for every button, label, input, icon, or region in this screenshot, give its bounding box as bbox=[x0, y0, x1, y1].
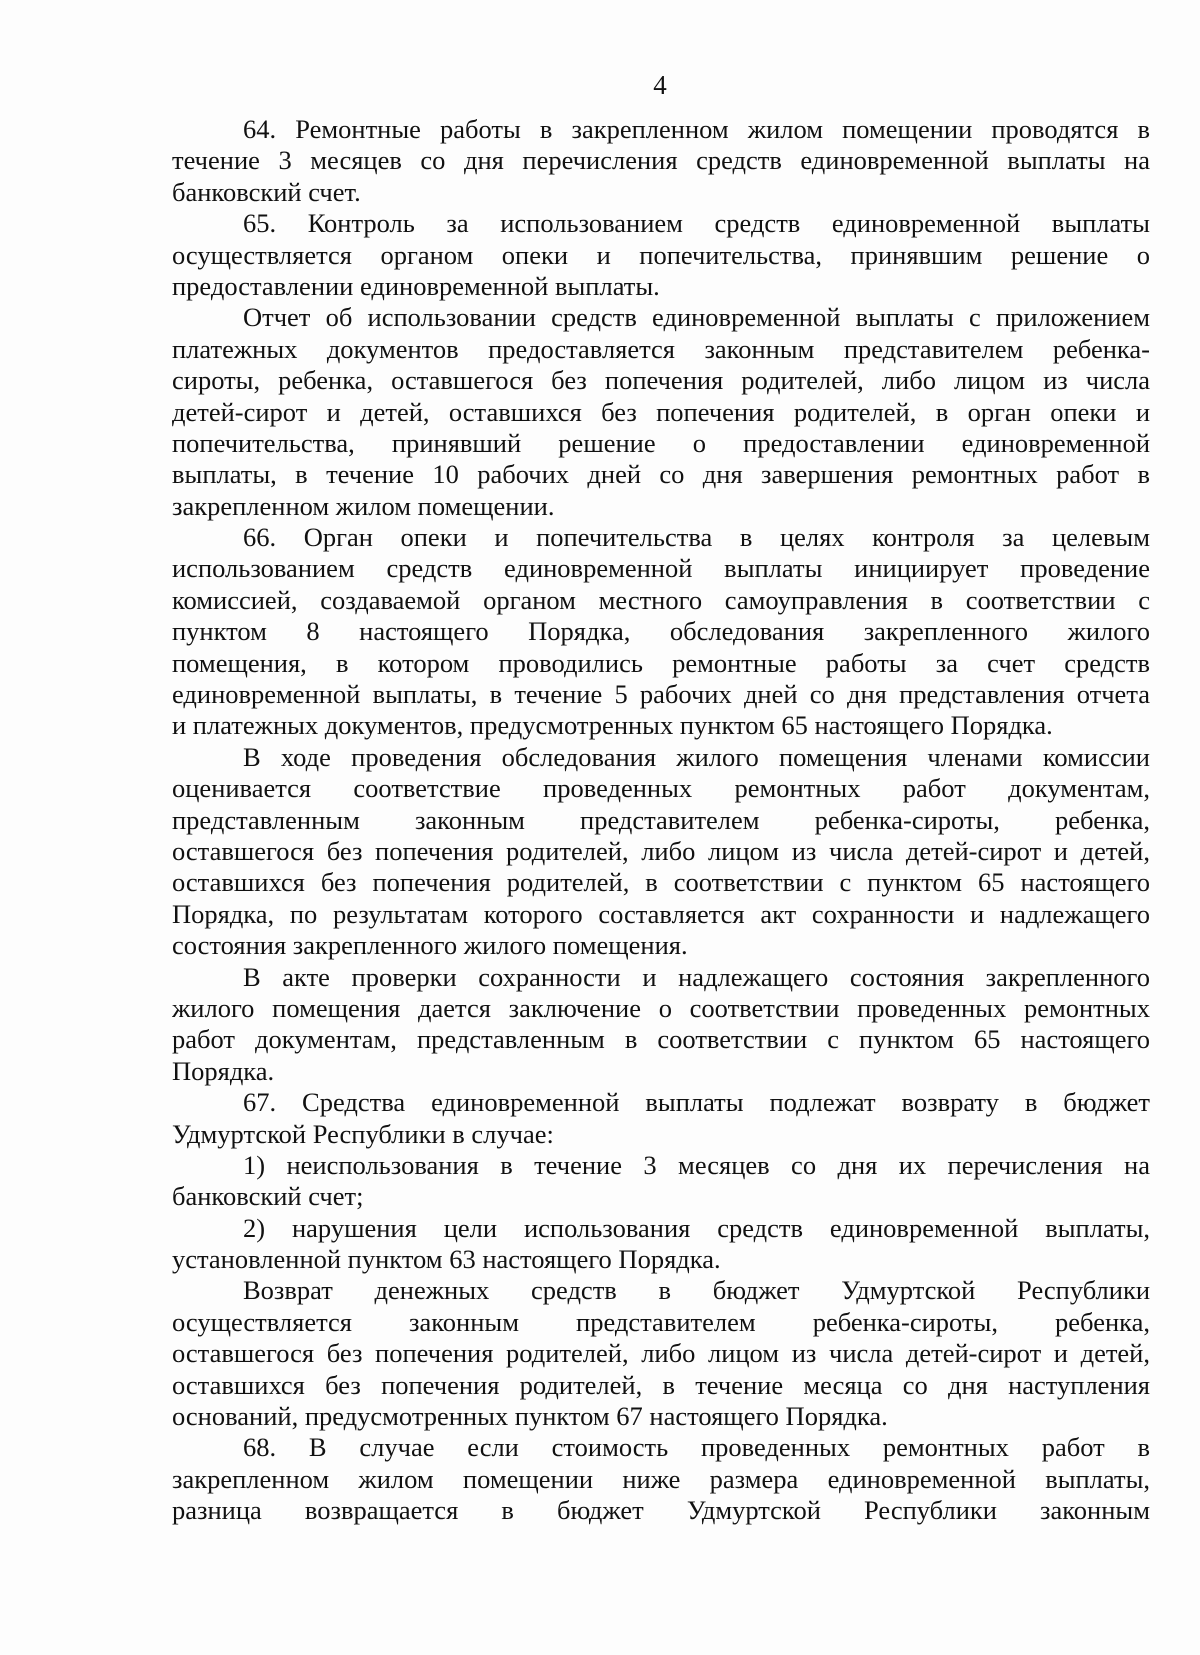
text-line: помещения, в котором проводились ремонтные работы за счет средств bbox=[172, 647, 1150, 678]
text-line: детей-сирот и детей, оставшихся без попечения родителей, в орган опеки и bbox=[172, 396, 1150, 427]
text-line: закрепленном жилом помещении. bbox=[172, 490, 555, 521]
text-line: банковский счет. bbox=[172, 176, 361, 207]
text-line: использованием средств единовременной выплаты инициирует проведение bbox=[172, 553, 1150, 584]
text-line: сироты, ребенка, оставшегося без попечения родителей, либо лицом из числа bbox=[172, 365, 1150, 396]
text-line: осуществляется законным представителем ребенка-сироты, ребенка, bbox=[172, 1306, 1150, 1337]
text-line: В акте проверки сохранности и надлежащего состояния закрепленного bbox=[243, 961, 1150, 992]
text-line: 66. Орган опеки и попечительства в целях контроля за целевым bbox=[243, 522, 1150, 553]
text-line: и платежных документов, предусмотренных пунктом 65 настоящего Порядка. bbox=[172, 710, 1053, 741]
text-line: 65. Контроль за использованием средств единовременной выплаты bbox=[243, 208, 1150, 239]
text-line: платежных документов предоставляется законным представителем ребенка- bbox=[172, 333, 1150, 364]
text-line: комиссией, создаваемой органом местного самоуправления в соответствии с bbox=[172, 584, 1150, 615]
text-line: работ документам, представленным в соответствии с пунктом 65 настоящего bbox=[172, 1024, 1150, 1055]
text-line: банковский счет; bbox=[172, 1181, 364, 1212]
text-line: единовременной выплаты, в течение 5 рабочих дней со дня представления отчета bbox=[172, 679, 1150, 710]
text-line: разница возвращается в бюджет Удмуртской Республики законным bbox=[172, 1495, 1150, 1526]
text-line: жилого помещения дается заключение о соответствии проведенных ремонтных bbox=[172, 992, 1150, 1023]
text-line: В ходе проведения обследования жилого помещения членами комиссии bbox=[243, 741, 1150, 772]
text-line: оставшихся без попечения родителей, в течение месяца со дня наступления bbox=[172, 1369, 1150, 1400]
text-line: осуществляется органом опеки и попечительства, принявшим решение о bbox=[172, 239, 1150, 270]
text-line: Отчет об использовании средств единовременной выплаты с приложением bbox=[243, 302, 1150, 333]
text-line: оценивается соответствие проведенных ремонтных работ документам, bbox=[172, 773, 1150, 804]
text-line: Порядка. bbox=[172, 1055, 275, 1086]
text-line: 68. В случае если стоимость проведенных ремонтных работ в bbox=[243, 1432, 1150, 1463]
document-body bbox=[172, 114, 1150, 1527]
text-line: выплаты, в течение 10 рабочих дней со дня завершения ремонтных работ в bbox=[172, 459, 1150, 490]
text-line: 67. Средства единовременной выплаты подлежат возврату в бюджет bbox=[243, 1087, 1150, 1118]
text-line: Удмуртской Республики в случае: bbox=[172, 1118, 554, 1149]
text-line: попечительства, принявший решение о предоставлении единовременной bbox=[172, 427, 1150, 458]
text-line: течение 3 месяцев со дня перечисления средств единовременной выплаты на bbox=[172, 145, 1150, 176]
text-line: оставшегося без попечения родителей, либо лицом из числа детей-сирот и детей, bbox=[172, 1338, 1150, 1369]
page-number: 4 bbox=[653, 70, 667, 100]
text-line: оставшихся без попечения родителей, в соответствии с пунктом 65 настоящего bbox=[172, 867, 1150, 898]
text-line: Возврат денежных средств в бюджет Удмуртской Республики bbox=[243, 1275, 1150, 1306]
text-line: предоставлении единовременной выплаты. bbox=[172, 270, 660, 301]
text-line: 1) неиспользования в течение 3 месяцев со дня их перечисления на bbox=[243, 1149, 1150, 1180]
text-line: 64. Ремонтные работы в закрепленном жилом помещении проводятся в bbox=[243, 114, 1150, 144]
text-line: Порядка, по результатам которого составляется акт сохранности и надлежащего bbox=[172, 898, 1150, 929]
text-line: оснований, предусмотренных пунктом 67 настоящего Порядка. bbox=[172, 1401, 888, 1432]
text-line: состояния закрепленного жилого помещения. bbox=[172, 930, 688, 961]
text-line: пунктом 8 настоящего Порядка, обследования закрепленного жилого bbox=[172, 616, 1150, 647]
text-line: закрепленном жилом помещении ниже размера единовременной выплаты, bbox=[172, 1463, 1150, 1494]
text-line: установленной пунктом 63 настоящего Порядка. bbox=[172, 1244, 721, 1275]
text-line: оставшегося без попечения родителей, либо лицом из числа детей-сирот и детей, bbox=[172, 835, 1150, 866]
text-line: представленным законным представителем ребенка-сироты, ребенка, bbox=[172, 804, 1150, 835]
text-line: 2) нарушения цели использования средств единовременной выплаты, bbox=[243, 1212, 1150, 1243]
